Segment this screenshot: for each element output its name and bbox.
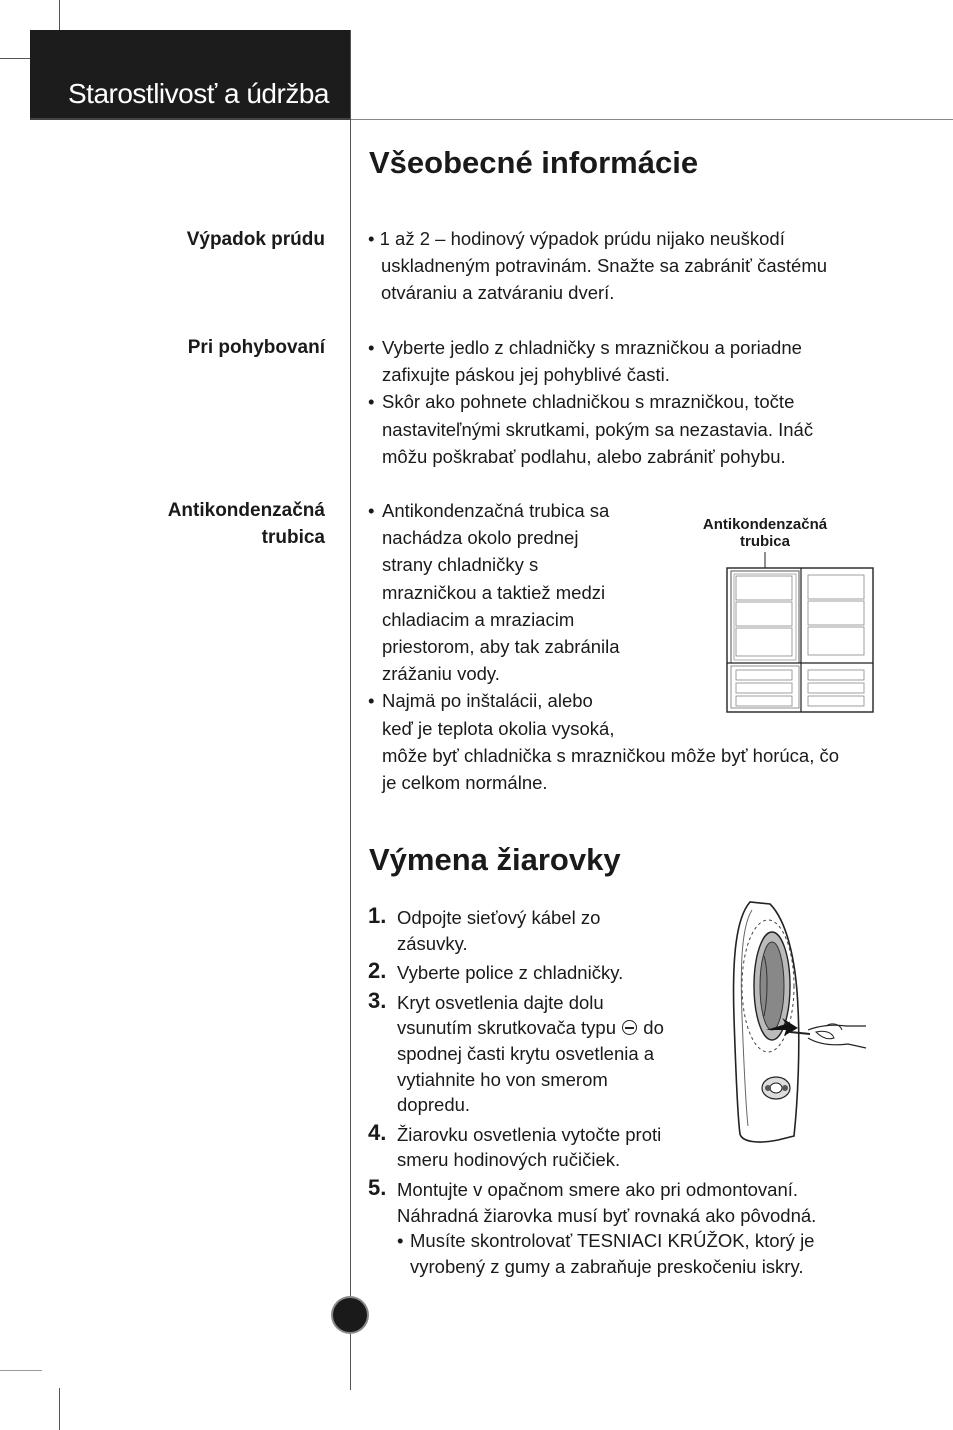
ac-b1-l1: • Antikondenzačná trubica sa [382, 500, 610, 521]
step-3-line-5: dopredu. [397, 1094, 471, 1116]
label-anticondensation [168, 497, 325, 551]
power-outage-text [368, 225, 827, 307]
column-divider [350, 30, 351, 1390]
ac-b1-l2: nachádza okolo prednej [382, 527, 579, 549]
flathead-screwdriver-icon [622, 1020, 637, 1035]
step-2-line-1: Vyberte police z chladničky. [397, 962, 624, 984]
fig-label-line-2: trubica [739, 533, 790, 550]
ac-b1-l5: chladiacim a mraziacim [382, 608, 575, 630]
step-5-line-1: Montujte v opačnom smere ako pri odmontovaní. [397, 1178, 799, 1200]
figure-label-anticond [680, 516, 850, 550]
step-3-line-1: Kryt osvetlenia dajte dolu [397, 991, 604, 1013]
label-power-outage: Výpadok prúdu [186, 229, 325, 250]
step-5-line-2: Náhradná žiarovka musí byť rovnaká ako pôvodná. [397, 1204, 817, 1226]
step-1-number: 1. [368, 903, 387, 928]
step-3-number: 3. [368, 987, 387, 1013]
section-heading-bulb: Výmena žiarovky [369, 842, 621, 877]
step-5-number: 5. [368, 1174, 387, 1200]
step-5-subbullet [397, 1228, 888, 1279]
label-anticond-line-1: Antikondenzačná [167, 500, 325, 521]
step-1-line-2: zásuvky. [397, 932, 468, 954]
crop-mark-bottom-left-horizontal [0, 1370, 42, 1371]
step-5-sub-line-1: • Musíte skontrolovať TESNIACI KRÚŽOK, ktorý je [410, 1230, 815, 1252]
step-1-line-1: Odpojte sieťový kábel zo [397, 907, 601, 928]
step-4-line-2: smeru hodinových ručičiek. [397, 1149, 621, 1171]
moving-b2-line-2: nastaviteľnými skrutkami, pokým sa nezastavia. Ináč [382, 418, 814, 440]
step-2-number: 2. [368, 958, 387, 984]
fig-label-line-1: Antikondenzačná [702, 516, 828, 533]
power-line-1: • 1 až 2 – hodinový výpadok prúdu nijako neuškodí [368, 228, 785, 249]
ac-b1-l6: priestorom, aby tak zabránila [382, 636, 620, 658]
moving-text [368, 334, 813, 470]
step-4-number: 4. [368, 1119, 387, 1145]
ac-b2-l2: keď je teplota okolia vysoká, [382, 717, 615, 739]
step-3-line-4: vytiahnite ho von smerom [397, 1068, 608, 1090]
moving-bullet-1 [368, 334, 813, 388]
step-3-line-2-text: vsunutím skrutkovača typu [397, 1017, 617, 1039]
step-4-line-1: Žiarovku osvetlenia vytočte proti [397, 1123, 662, 1145]
header-rule-left [30, 118, 350, 120]
crop-mark-top-left-horizontal [0, 58, 32, 59]
fridge-diagram [722, 550, 878, 716]
moving-b1-line-2: zafixujte páskou jej pohyblivé časti. [382, 364, 670, 386]
power-line-3: otváraniu a zatváraniu dverí. [381, 282, 615, 304]
header-rule [350, 119, 953, 120]
moving-bullet-2 [368, 388, 813, 470]
section-heading-general: Všeobecné informácie [369, 145, 699, 180]
page-title: Starostlivosť a údržba [68, 78, 329, 109]
step-5-subbullets [397, 1228, 888, 1279]
page-marker-dot [333, 1298, 367, 1332]
step-3-line-3: spodnej časti krytu osvetlenia a [397, 1042, 655, 1064]
label-moving: Pri pohybovaní [187, 337, 325, 358]
ac-b1-l7: zrážaniu vody. [382, 663, 500, 685]
ac-b1-l4: mrazničkou a taktiež medzi [382, 581, 606, 603]
ac-b2-l4: je celkom normálne. [382, 772, 548, 794]
ac-b2-l3: môže byť chladnička s mrazničkou môže byť horúca, čo [382, 744, 840, 766]
moving-b2-line-3: môžu poškrabať podlahu, alebo zabrániť pohybu. [382, 445, 786, 467]
moving-b2-line-1: • Skôr ako pohnete chladničkou s mrazničkou, točte [382, 391, 795, 413]
crop-mark-bottom-left-vertical [59, 1388, 60, 1430]
header-bar [30, 30, 350, 118]
label-anticond-line-2: trubica [261, 527, 325, 548]
ac-b1-l3: strany chladničky s [382, 554, 539, 576]
moving-bullets [368, 334, 813, 470]
step-3-line-2-end: do [643, 1017, 664, 1039]
step-5-sub-line-2: vyrobený z gumy a zabraňuje preskočeniu iskry. [410, 1255, 804, 1277]
moving-b1-line-1: • Vyberte jedlo z chladničky s mrazničkou a poriadne [382, 337, 802, 358]
ac-b2-l1: • Najmä po inštalácii, alebo [382, 690, 593, 712]
lamp-cover-illustration [728, 898, 870, 1146]
step-5 [368, 1174, 888, 1279]
power-line-2: uskladneným potravinám. Snažte sa zabrániť častému [381, 255, 828, 277]
